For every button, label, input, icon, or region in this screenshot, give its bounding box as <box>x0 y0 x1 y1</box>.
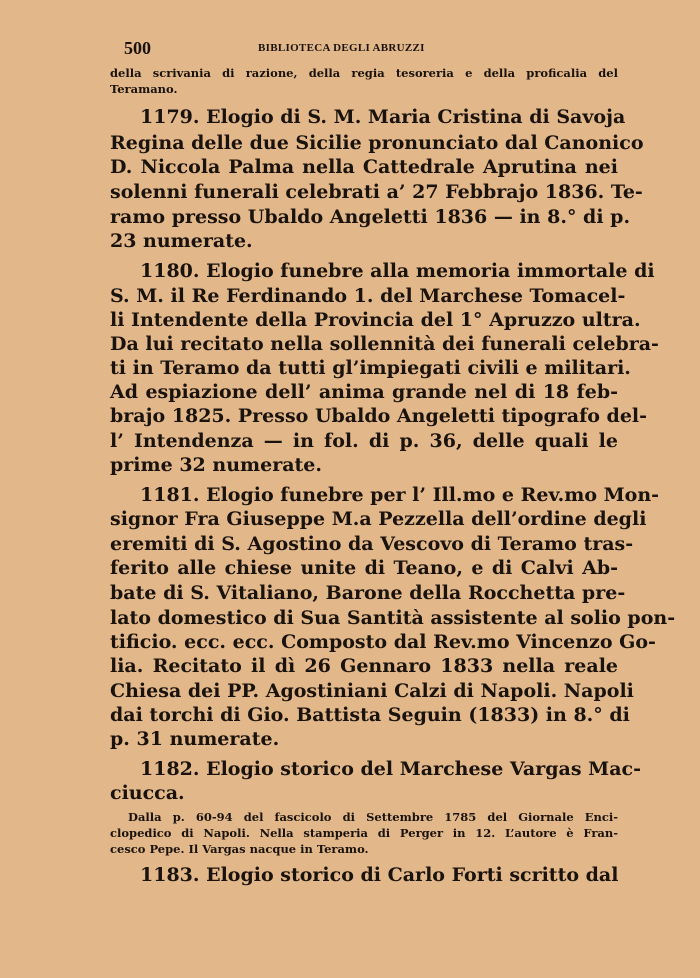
running-title: BIBLIOTECA DEGLI ABRUZZI <box>258 42 425 54</box>
text-line: tificio. ecc. ecc. Composto dal Rev.mo Vincenzo Go- <box>110 631 656 653</box>
text-line: 23 numerate. <box>110 230 253 252</box>
text-line: ramo presso Ubaldo Angeletti 1836 — in 8.° di p. <box>110 206 631 228</box>
text-line: Chiesa dei PP. Agostiniani Calzi di Napoli. Napoli <box>110 680 634 702</box>
text-line: 1183. Elogio storico di Carlo Forti scritto dal <box>140 864 619 886</box>
page-number: 500 <box>124 38 151 58</box>
text-line: Ad espiazione dell’ anima grande nel di 18 feb- <box>110 381 618 403</box>
text-line: lato domestico di Sua Santità assistente al solio pon- <box>110 607 676 629</box>
text-line: solenni funerali celebrati a’ 27 Febbrajo 1836. Te- <box>110 181 643 203</box>
text-line: l’ Intendenza — in fol. di p. 36, delle quali le <box>110 430 618 452</box>
text-line: lia. Recitato il dì 26 Gennaro 1833 nella reale <box>110 655 618 677</box>
text-line: Regina delle due Sicilie pronunciato dal Canonico <box>110 132 644 154</box>
text-line: ferito alle chiese unite di Teano, e di Calvi Ab- <box>110 557 618 579</box>
text-line: della scrivania di razione, della regia tesoreria e della proficalia del <box>110 66 618 80</box>
text-line: ti in Teramo da tutti gl’impiegati civili e militari. <box>110 357 631 379</box>
text-line: cesco Pepe. Il Vargas nacque in Teramo. <box>110 842 369 856</box>
text-line: 1182. Elogio storico del Marchese Vargas Mac- <box>140 758 641 780</box>
text-line: bate di S. Vitaliano, Barone della Rocchetta pre- <box>110 582 626 604</box>
text-line: 1180. Elogio funebre alla memoria immortale di <box>140 260 655 282</box>
text-line: 1181. Elogio funebre per l’ Ill.mo e Rev.mo Mon- <box>140 484 660 506</box>
text-line: S. M. il Re Ferdinando 1. del Marchese Tomacel- <box>110 285 626 307</box>
text-line: signor Fra Giuseppe M.a Pezzella dell’ordine degli <box>110 508 647 530</box>
text-line: D. Niccola Palma nella Cattedrale Aprutina nei <box>110 156 618 178</box>
text-line: dai torchi di Gio. Battista Seguin (1833) in 8.° di <box>110 704 630 726</box>
text-line: ciucca. <box>110 782 185 804</box>
text-line: Da lui recitato nella sollennità dei funerali celebra- <box>110 333 659 355</box>
text-line: prime 32 numerate. <box>110 454 322 476</box>
text-line: li Intendente della Provincia del 1° Apruzzo ultra. <box>110 309 641 331</box>
text-line: brajo 1825. Presso Ubaldo Angeletti tipografo del- <box>110 405 648 427</box>
text-line: Dalla p. 60-94 del fascicolo di Settembre 1785 del Giornale Enci- <box>128 810 618 824</box>
text-line: p. 31 numerate. <box>110 728 280 750</box>
text-line: Teramano. <box>110 82 178 96</box>
text-line: clopedico di Napoli. Nella stamperia di Perger in 12. L’autore è Fran- <box>110 826 618 840</box>
text-line: eremiti di S. Agostino da Vescovo di Teramo tras- <box>110 533 634 555</box>
text-line: 1179. Elogio di S. M. Maria Cristina di Savoja <box>140 106 626 128</box>
